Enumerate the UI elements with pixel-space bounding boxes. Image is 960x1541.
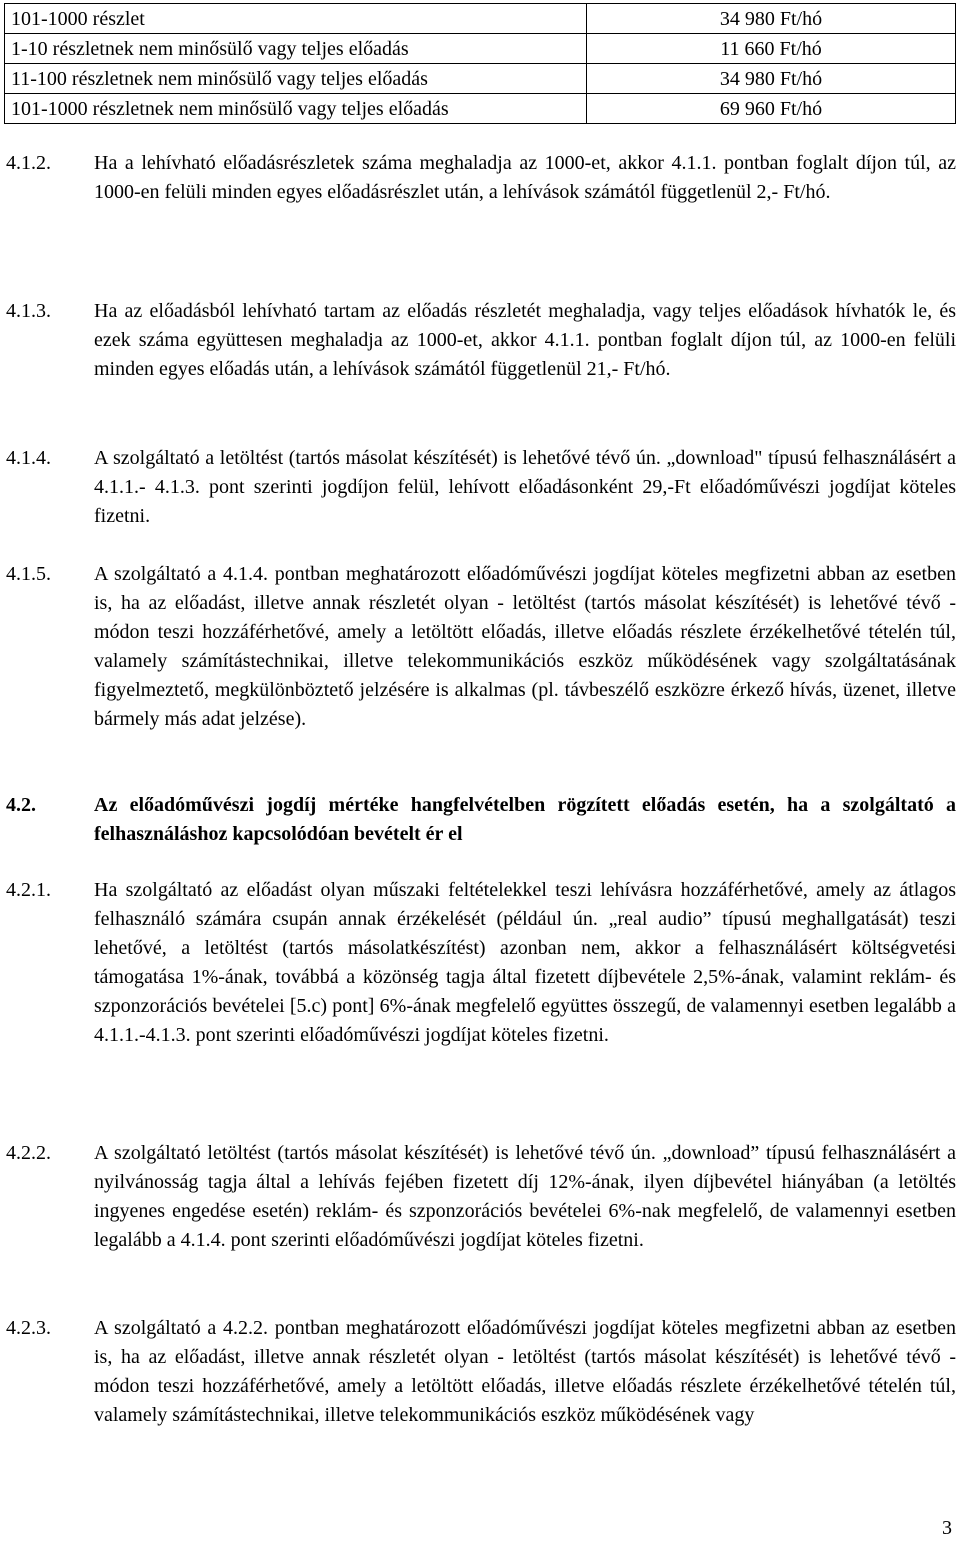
section-number: 4.1.3. — [6, 300, 51, 322]
table-row — [5, 94, 956, 124]
section-number: 4.1.2. — [6, 152, 51, 174]
table-row — [5, 64, 956, 94]
table-row — [5, 4, 956, 34]
fee-price: 69 960 Ft/hó — [587, 94, 956, 124]
section-number: 4.1.5. — [6, 563, 51, 585]
section-number: 4.2.1. — [6, 879, 51, 901]
fee-label: 1-10 részletnek nem minősülő vagy teljes előadás — [5, 34, 587, 64]
section-text: Ha szolgáltató az előadást olyan műszaki feltételekkel teszi lehívásra hozzáférhetővé, amely az átlagos felhasználó számára csupán annak érzékelését (például ún. „real audio” típusú meghallgatását) teszi lehetővé, a letöltést (tartós másolatkészítést) azonban nem, akkor a felhasználásért költségvetési támogatása 1%-ának, továbbá a közönség tagja által fizetett díjbevétele 2,5%-ának, valamint reklám- és szponzorációs bevételei [5.c) pont] 6%-ának megfelelő együttes összegű, de valamennyi esetben legalább a 4.1.1.-4.1.3. pont szerinti előadóművészi jogdíjat köteles fizetni. — [94, 879, 956, 1046]
section-text: Ha az előadásból lehívható tartam az előadás részletét meghaladja, vagy teljes előadások hívhatók le, és ezek száma együttesen meghaladja az 1000-et, akkor 4.1.1. pontban foglalt díjon túl, az 1000-en felüli minden egyes előadás után, a lehívások számától függetlenül 21,- Ft/hó. — [94, 300, 956, 380]
section-text: A szolgáltató letöltést (tartós másolat készítését) is lehetővé tévő ún. „download” típusú felhasználásért a nyilvánosság tagja által a lehívás fejében fizetett díj 12%-ának, ilyen díjbevétel hiányában (a letöltés ingyenes engedése esetén) reklám- és szponzorációs bevételei 6%-nak megfelelő, de valamennyi esetben legalább a 4.1.4. pont szerinti előadóművészi jogdíjat köteles fizetni. — [94, 1142, 956, 1251]
section-4-2-3 — [6, 1314, 956, 1430]
fee-table — [4, 3, 956, 124]
section-4-1-3 — [6, 297, 956, 384]
section-4-1-4 — [6, 444, 956, 531]
section-text: A szolgáltató a 4.1.4. pontban meghatározott előadóművészi jogdíjat köteles megfizetni abban az esetben is, ha az előadást, illetve annak részletét olyan - letöltést (tartós másolat készítését) is lehetővé tévő - módon teszi hozzáférhetővé, amely a letöltött előadás, illetve előadás részlete érzékelhetővé tételén túl, valamely számítástechnikai, illetve telekommunikációs eszköz működésének vagy szolgáltatásának figyelmeztető, megkülönböztető jelzésére is alkalmas (pl. távbeszélő eszközre érkező hívás, üzenet, illetve bármely más adat jelzése). — [94, 563, 956, 730]
fee-label: 101-1000 részletnek nem minősülő vagy teljes előadás — [5, 94, 587, 124]
section-4-1-5 — [6, 560, 956, 734]
section-4-1-2 — [6, 149, 956, 207]
section-number: 4.2.2. — [6, 1142, 51, 1164]
fee-label: 11-100 részletnek nem minősülő vagy teljes előadás — [5, 64, 587, 94]
section-number: 4.2.3. — [6, 1317, 51, 1339]
section-number: 4.2. — [6, 794, 36, 816]
fee-price: 11 660 Ft/hó — [587, 34, 956, 64]
section-4-2-2 — [6, 1139, 956, 1255]
fee-price: 34 980 Ft/hó — [587, 64, 956, 94]
page-number: 3 — [942, 1517, 952, 1539]
section-number: 4.1.4. — [6, 447, 51, 469]
fee-label: 101-1000 részlet — [5, 4, 587, 34]
table-row — [5, 34, 956, 64]
section-text: A szolgáltató a 4.2.2. pontban meghatározott előadóművészi jogdíjat köteles megfizetni abban az esetben is, ha az előadást, illetve annak részletét olyan - letöltést (tartós másolat készítését) is lehetővé tévő - módon teszi hozzáférhetővé, amely a letöltött előadás, illetve előadás részlete érzékelhetővé tételén túl, valamely számítástechnikai, illetve telekommunikációs eszköz működésének vagy — [94, 1317, 956, 1426]
fee-price: 34 980 Ft/hó — [587, 4, 956, 34]
section-4-2-heading — [6, 791, 956, 849]
section-text: Ha a lehívható előadásrészletek száma meghaladja az 1000-et, akkor 4.1.1. pontban foglalt díjon túl, az 1000-en felüli minden egyes előadásrészlet után, a lehívások számától függetlenül 2,- Ft/hó. — [94, 152, 956, 203]
section-4-2-1 — [6, 876, 956, 1050]
section-text: A szolgáltató a letöltést (tartós másolat készítését) is lehetővé tévő ún. „download" típusú felhasználásért a 4.1.1.- 4.1.3. pont szerinti jogdíjon felül, lehívott előadásonként 29,-Ft előadóművészi jogdíjat köteles fizetni. — [94, 447, 956, 527]
section-heading: Az előadóművészi jogdíj mértéke hangfelvételben rögzített előadás esetén, ha a szolgáltató a felhasználáshoz kapcsolódóan bevételt ér el — [94, 794, 956, 845]
